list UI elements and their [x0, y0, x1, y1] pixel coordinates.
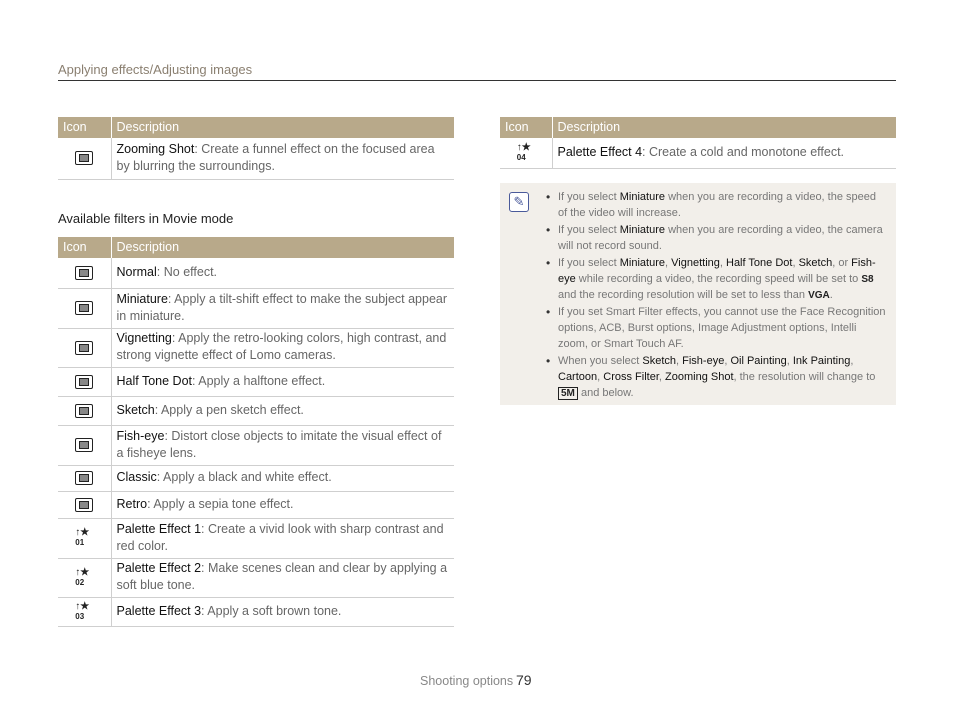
note-item [546, 222, 886, 254]
effect-description: : Apply a sepia tone effect. [147, 496, 294, 511]
movie-filters-heading: Available filters in Movie mode [58, 211, 234, 226]
note-term: Cross Filter [603, 371, 659, 383]
note-list [546, 189, 886, 401]
palette-effect-4-icon: ↑★ 04 [516, 141, 531, 162]
table-row [58, 396, 454, 425]
note-item [546, 189, 886, 221]
note-term: Miniature [619, 257, 666, 269]
palette-effect-3-icon: ↑★ 03 [75, 600, 90, 621]
sketch-icon [75, 404, 93, 418]
effect-description: : Create a vivid look with sharp contrast and red color. [116, 521, 444, 553]
resolution-5m-icon: 5M [558, 387, 578, 400]
note-text: If you select [558, 224, 620, 236]
table-row [58, 425, 454, 465]
header-divider [58, 80, 896, 81]
note-term: Cartoon [558, 371, 598, 383]
effect-description: : Apply a pen sketch effect. [154, 402, 304, 417]
effect-description: : Make scenes clean and clear by applying a soft blue tone. [116, 561, 448, 592]
effect-name: Classic [116, 470, 157, 484]
note-text: , [665, 257, 672, 269]
note-term: Half Tone Dot [726, 257, 793, 269]
table-header-row [500, 117, 896, 138]
note-term: Miniature [619, 224, 666, 236]
column-header-description: Description [111, 237, 454, 258]
pencil-note-icon: ✎ [509, 192, 529, 212]
effect-name: Vignetting [116, 331, 172, 345]
note-item [546, 255, 886, 303]
table-header-row [58, 237, 454, 258]
effect-name: Fish-eye [116, 428, 165, 443]
note-text: , [786, 355, 793, 367]
note-term: Zooming Shot [665, 371, 734, 383]
column-header-icon: Icon [58, 117, 111, 138]
table-row [58, 367, 454, 396]
note-text: , the resolution will change to [733, 371, 876, 383]
effect-name: Zooming Shot [116, 141, 195, 156]
note-text: When you select [558, 355, 643, 367]
table-row [58, 288, 454, 328]
section-title: Applying effects/Adjusting images [58, 62, 253, 77]
column-header-icon: Icon [500, 117, 552, 138]
note-text: If you select [558, 191, 620, 203]
table-row [58, 518, 454, 558]
column-header-icon: Icon [58, 237, 111, 258]
column-header-description: Description [552, 117, 896, 138]
effect-name: Palette Effect 3 [116, 603, 202, 618]
effect-description: : Distort close objects to imitate the visual effect of a fisheye lens. [116, 428, 442, 460]
effect-description: : Apply a tilt-shift effect to make the subject appear in miniature. [116, 291, 448, 323]
movie-filters-table [58, 237, 454, 627]
table-row [58, 597, 454, 626]
effect-name: Palette Effect 2 [116, 561, 202, 575]
fish-eye-icon [75, 438, 93, 452]
effect-name: Palette Effect 4 [557, 144, 643, 159]
effect-name: Sketch [116, 402, 155, 417]
note-text: , or [832, 257, 852, 269]
table-row [58, 558, 454, 597]
note-box [500, 183, 896, 405]
note-text: when you are recording a video, the speed of the video will increase. [558, 191, 876, 219]
table-row [58, 465, 454, 491]
miniature-icon [75, 301, 93, 315]
note-text: and below. [577, 387, 634, 399]
zooming-shot-icon [75, 151, 93, 165]
effect-description: : Create a funnel effect on the focused area by blurring the surroundings. [116, 141, 435, 173]
note-text: when you are recording a video, the camera will not record sound. [558, 224, 883, 252]
note-text: , [850, 355, 854, 367]
note-text: , [676, 355, 683, 367]
note-text: . [829, 289, 833, 301]
note-text: , [792, 257, 799, 269]
note-term: Fish-eye [682, 355, 725, 367]
vignetting-icon [75, 341, 93, 355]
note-term: Ink Painting [792, 355, 851, 367]
table-row [500, 138, 896, 168]
effect-name: Miniature [116, 291, 168, 306]
note-text: If you set Smart Filter effects, you cannot use the Face Recognition options, ACB, Burst options, Image Adjustment options, Intelli zoom, or Smart Touch AF. [558, 306, 886, 350]
palette-effect-1-icon: ↑★ 01 [75, 527, 90, 547]
effect-description: : Apply a black and white effect. [156, 470, 332, 484]
retro-icon [75, 498, 93, 512]
effect-description: : Apply a soft brown tone. [201, 603, 342, 618]
note-text: , [719, 257, 726, 269]
effect-name: Normal [116, 264, 157, 279]
effect-description: : Apply a halftone effect. [192, 373, 326, 388]
table-row [58, 491, 454, 518]
effect-description: : Apply the retro-looking colors, high contrast, and strong vignette effect of Lomo cameras. [116, 331, 447, 362]
column-header-description: Description [111, 117, 454, 138]
zoom-effects-table [58, 117, 454, 180]
note-text: If you select [558, 257, 620, 269]
effect-name: Half Tone Dot [116, 373, 193, 388]
note-term: Vignetting [671, 257, 720, 269]
note-term: Sketch [798, 257, 833, 269]
note-term: Sketch [642, 355, 677, 367]
note-text: and the recording resolution will be set to less than [558, 289, 809, 301]
table-row [58, 258, 454, 288]
palette-effect-4-table [500, 117, 896, 169]
note-text: , [658, 371, 666, 383]
note-term: Oil Painting [730, 355, 787, 367]
table-row [58, 328, 454, 367]
table-row [58, 138, 454, 179]
note-text: , [597, 371, 604, 383]
note-text: , [724, 355, 731, 367]
recording-speed-icon: S8 [861, 273, 874, 285]
effect-description: : Create a cold and monotone effect. [642, 144, 845, 159]
note-text: while recording a video, the recording speed will be set to [575, 273, 862, 285]
note-term: Fish-eye [558, 257, 876, 285]
page-number: 79 [516, 672, 532, 688]
note-item [546, 304, 886, 352]
vga-resolution-icon: VGA [808, 289, 830, 301]
effect-name: Retro [116, 496, 148, 511]
normal-effect-icon [75, 266, 93, 280]
palette-effect-2-icon: ↑★ 02 [75, 566, 90, 587]
table-header-row [58, 117, 454, 138]
effect-description: : No effect. [156, 264, 218, 279]
note-term: Miniature [619, 191, 666, 203]
effect-name: Palette Effect 1 [116, 521, 202, 536]
note-item [546, 353, 886, 401]
classic-icon [75, 471, 93, 485]
half-tone-dot-icon [75, 375, 93, 389]
footer-section-label: Shooting options [420, 674, 514, 688]
